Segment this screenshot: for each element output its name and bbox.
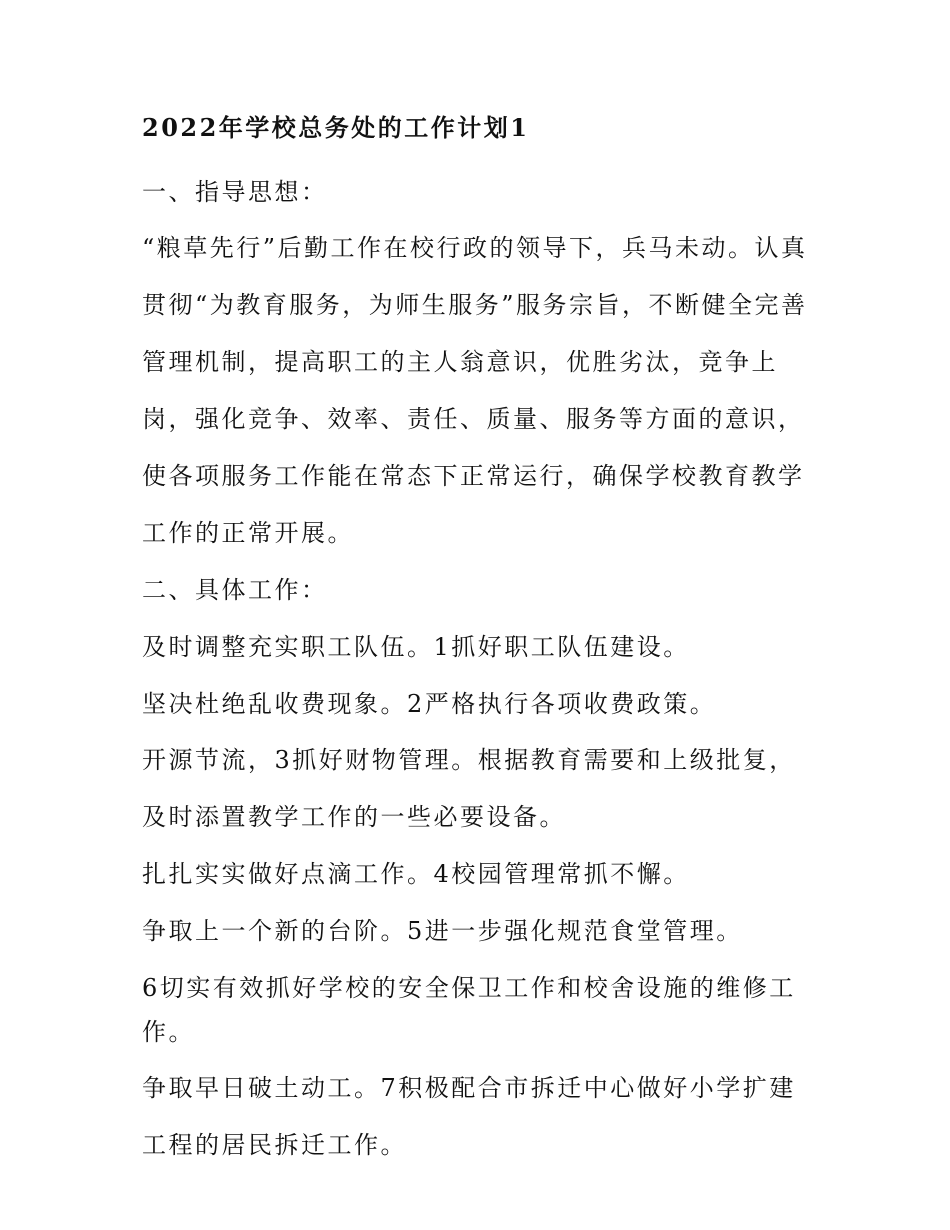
section-heading-specific-work: 二、具体工作： (142, 576, 328, 604)
section-heading-guiding-ideology: 一、指导思想： (142, 178, 328, 206)
work-item-3: 开源节流，3抓好财物管理。根据教育需要和上级批复，及时添置教学工作的一些必要设备。 (142, 746, 796, 831)
work-item-7: 争取早日破土动工。7积极配合市拆迁中心做好小学扩建工程的居民拆迁工作。 (142, 1074, 796, 1159)
work-item-2: 坚决杜绝乱收费现象。2严格执行各项收费政策。 (142, 690, 717, 718)
paragraph-guiding-ideology: “粮草先行”后勤工作在校行政的领导下，兵马未动。认真贯彻“为教育服务，为师生服务”服务宗旨，不断健全完善管理机制，提高职工的主人翁意识，优胜劣汰，竞争上岗，强化竞争、效率、责任、质量、服务等方面的意识，使各项服务工作能在常态下正常运行，确保学校教育教学工作的正常开展。 (142, 234, 808, 547)
work-item-5: 争取上一个新的台阶。5进一步强化规范食堂管理。 (142, 917, 743, 945)
work-item-6: 6切实有效抓好学校的安全保卫工作和校舍设施的维修工作。 (142, 974, 796, 1046)
work-item-4: 扎扎实实做好点滴工作。4校园管理常抓不懈。 (142, 860, 690, 888)
document-title: 2022年学校总务处的工作计划1 (142, 113, 530, 142)
work-item-1: 及时调整充实职工队伍。1抓好职工队伍建设。 (142, 633, 690, 661)
document-body (142, 106, 822, 1180)
